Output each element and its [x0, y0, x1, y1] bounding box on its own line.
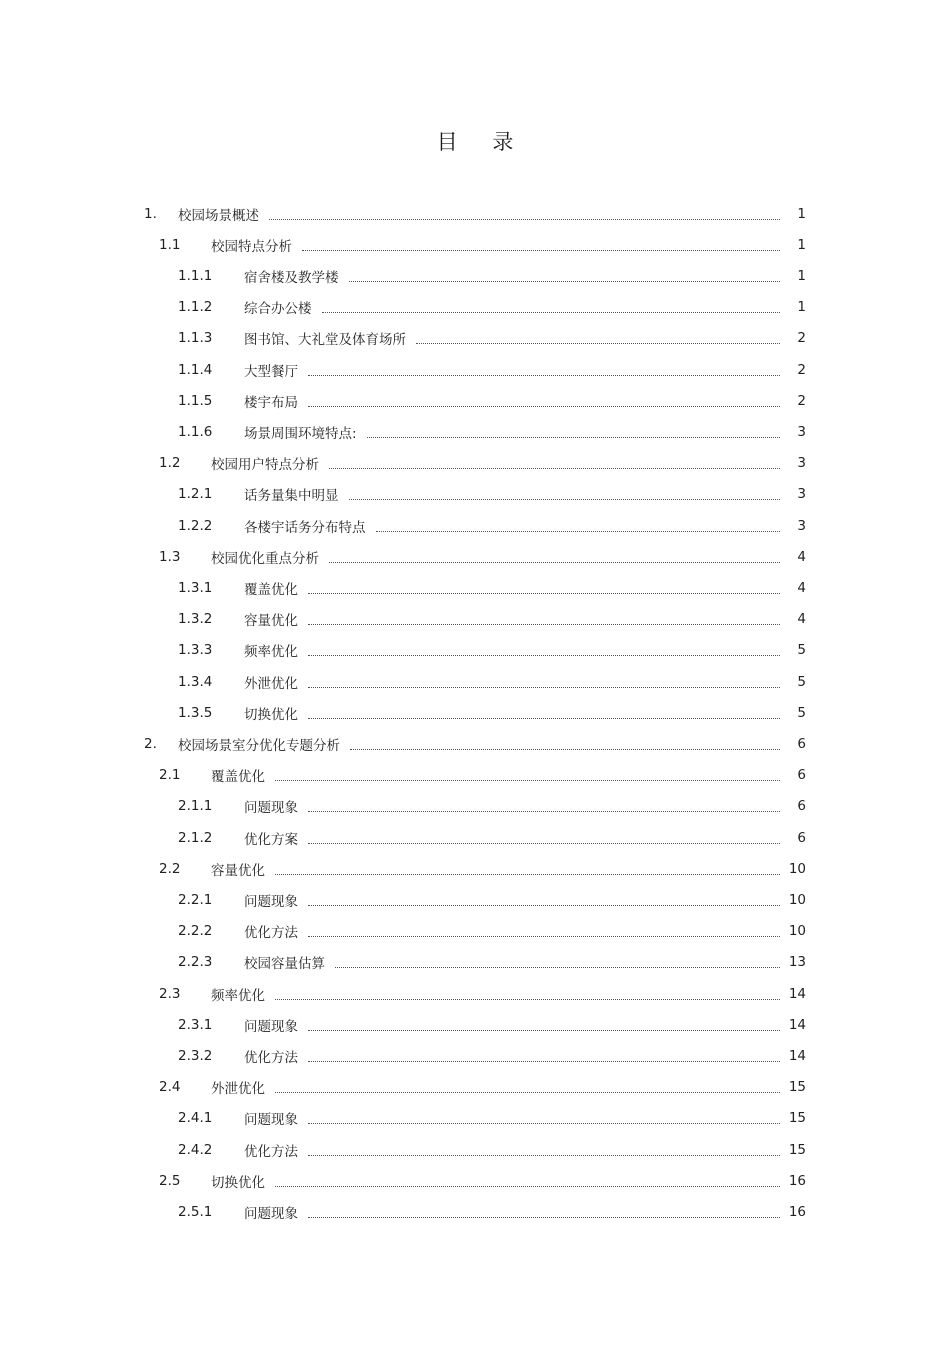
toc-entry-label: 优化方法: [244, 1049, 298, 1066]
toc-entry-label: 大型餐厅: [244, 363, 298, 380]
toc-leader-dots: [275, 1185, 780, 1187]
toc-entry-label: 校园场景室分优化专题分析: [178, 737, 340, 754]
toc-entry[interactable]: [178, 666, 806, 697]
toc-entry-label: 宿舍楼及教学楼: [244, 269, 339, 286]
toc-entry-page-number: 4: [797, 548, 806, 565]
toc-entry-page-number: 13: [788, 954, 806, 971]
toc-entry-number: 2.: [144, 735, 157, 752]
toc-entry-page-number: 1: [797, 236, 806, 253]
toc-leader-dots: [269, 218, 780, 220]
toc-entry-number: 2.2: [159, 860, 181, 877]
toc-entry[interactable]: [178, 385, 806, 416]
toc-leader-dots: [350, 748, 780, 750]
toc-entry-number: 2.4: [159, 1079, 181, 1096]
toc-entry-page-number: 1: [797, 299, 806, 316]
toc-entry-page-number: 1: [797, 267, 806, 284]
toc-leader-dots: [308, 1122, 780, 1124]
toc-entry-label: 问题现象: [244, 893, 298, 910]
toc-leader-dots: [367, 436, 780, 438]
toc-entry[interactable]: [159, 448, 806, 479]
toc-leader-dots: [308, 1216, 780, 1218]
toc-entry-number: 1.3: [159, 548, 181, 565]
toc-entry-page-number: 6: [797, 767, 806, 784]
toc-leader-dots: [349, 280, 781, 282]
toc-leader-dots: [349, 498, 781, 500]
toc-entry-number: 1.1.6: [178, 423, 213, 440]
toc-entry-page-number: 6: [797, 829, 806, 846]
toc-entry-page-number: 3: [797, 486, 806, 503]
toc-entry-label: 校园用户特点分析: [211, 457, 319, 474]
toc-entry-label: 校园场景概述: [178, 207, 259, 224]
toc-entry-label: 校园特点分析: [211, 238, 292, 255]
toc-entry-number: 1.: [144, 205, 157, 222]
toc-entry-page-number: 10: [788, 891, 806, 908]
toc-leader-dots: [416, 342, 780, 344]
toc-entry-label: 切换优化: [211, 1174, 265, 1191]
toc-entry[interactable]: [159, 853, 806, 884]
toc-entry-label: 容量优化: [211, 862, 265, 879]
toc-entry[interactable]: [178, 572, 806, 603]
toc-entry[interactable]: [178, 1134, 806, 1165]
toc-entry[interactable]: [178, 1196, 806, 1227]
toc-entry[interactable]: [178, 604, 806, 635]
toc-entry-number: 2.1: [159, 767, 181, 784]
toc-entry[interactable]: [178, 947, 806, 978]
toc-entry-number: 1.2: [159, 455, 181, 472]
toc-entry-number: 2.3.1: [178, 1016, 213, 1033]
toc-entry-number: 1.3.5: [178, 704, 213, 721]
toc-leader-dots: [329, 467, 780, 469]
toc-entry-page-number: 16: [788, 1203, 806, 1220]
toc-entry-label: 问题现象: [244, 800, 298, 817]
toc-entry-number: 1.3.1: [178, 579, 213, 596]
toc-entry-number: 1.1.3: [178, 330, 213, 347]
toc-entry-number: 1.1: [159, 236, 181, 253]
toc-leader-dots: [308, 717, 780, 719]
toc-entry-page-number: 5: [797, 673, 806, 690]
toc-entry[interactable]: [159, 1072, 806, 1103]
toc-entry-label: 楼宇布局: [244, 394, 298, 411]
toc-leader-dots: [275, 779, 780, 781]
toc-entry-page-number: 1: [797, 205, 806, 222]
toc-entry-number: 1.1.4: [178, 361, 213, 378]
toc-leader-dots: [308, 654, 780, 656]
toc-entry-number: 2.1.2: [178, 829, 213, 846]
toc-leader-dots: [308, 1060, 780, 1062]
toc-leader-dots: [308, 405, 780, 407]
toc-entry-number: 1.3.4: [178, 673, 213, 690]
toc-entry-label: 综合办公楼: [244, 301, 312, 318]
toc-entry[interactable]: [178, 1009, 806, 1040]
toc-entry-page-number: 3: [797, 423, 806, 440]
toc-entry-number: 2.5.1: [178, 1203, 213, 1220]
toc-entry-number: 1.1.1: [178, 267, 213, 284]
toc-entry-number: 1.2.2: [178, 517, 213, 534]
toc-leader-dots: [322, 311, 781, 313]
toc-entry[interactable]: [159, 760, 806, 791]
toc-entry-label: 外泄优化: [244, 675, 298, 692]
toc-entry-number: 2.2.2: [178, 923, 213, 940]
toc-entry-label: 优化方案: [244, 831, 298, 848]
toc-entry-label: 频率优化: [244, 644, 298, 661]
toc-entry[interactable]: [178, 510, 806, 541]
toc-entry-label: 问题现象: [244, 1112, 298, 1129]
toc-entry-number: 1.2.1: [178, 486, 213, 503]
toc-entry-page-number: 14: [788, 985, 806, 1002]
toc-entry[interactable]: [159, 978, 806, 1009]
toc-entry-number: 2.3: [159, 985, 181, 1002]
toc-entry[interactable]: [178, 697, 806, 728]
toc-entry-label: 覆盖优化: [211, 769, 265, 786]
toc-entry-page-number: 6: [797, 798, 806, 815]
toc-leader-dots: [308, 623, 780, 625]
toc-entry-label: 校园容量估算: [244, 956, 325, 973]
toc-entry-page-number: 16: [788, 1172, 806, 1189]
toc-entry[interactable]: [178, 323, 806, 354]
toc-entry-page-number: 14: [788, 1047, 806, 1064]
toc-entry[interactable]: [159, 229, 806, 260]
toc-entry-page-number: 4: [797, 611, 806, 628]
toc-entry-page-number: 3: [797, 517, 806, 534]
toc-entry[interactable]: [159, 541, 806, 572]
toc-leader-dots: [308, 686, 780, 688]
toc-entry-page-number: 15: [788, 1110, 806, 1127]
toc-entry-label: 问题现象: [244, 1205, 298, 1222]
toc-leader-dots: [275, 1091, 780, 1093]
toc-leader-dots: [308, 1029, 780, 1031]
toc-entry-label: 覆盖优化: [244, 581, 298, 598]
toc-entry-label: 外泄优化: [211, 1081, 265, 1098]
toc-entry[interactable]: [178, 916, 806, 947]
toc-entry-number: 2.2.3: [178, 954, 213, 971]
toc-entry[interactable]: [178, 354, 806, 385]
toc-entry[interactable]: [178, 635, 806, 666]
toc-entry-label: 场景周围环境特点:: [244, 425, 357, 442]
toc-entry-number: 1.1.2: [178, 299, 213, 316]
toc-entry-label: 话务量集中明显: [244, 488, 339, 505]
toc-leader-dots: [308, 592, 780, 594]
toc-entry-label: 优化方法: [244, 925, 298, 942]
toc-entry-page-number: 10: [788, 923, 806, 940]
toc-entry-page-number: 2: [797, 392, 806, 409]
toc-entry-page-number: 4: [797, 579, 806, 596]
toc-entry-number: 1.3.2: [178, 611, 213, 628]
toc-entry-page-number: 15: [788, 1079, 806, 1096]
toc-entry-label: 切换优化: [244, 706, 298, 723]
toc-entry-page-number: 3: [797, 455, 806, 472]
toc-entry-label: 问题现象: [244, 1018, 298, 1035]
toc-entry-label: 图书馆、大礼堂及体育场所: [244, 332, 406, 349]
toc-leader-dots: [335, 966, 780, 968]
toc-leader-dots: [275, 873, 780, 875]
toc-entry-page-number: 5: [797, 704, 806, 721]
toc-entry[interactable]: [144, 198, 806, 229]
toc-entry-label: 频率优化: [211, 987, 265, 1004]
toc-entry[interactable]: [178, 1040, 806, 1071]
toc-entry[interactable]: [178, 884, 806, 915]
toc-entry[interactable]: [178, 822, 806, 853]
toc-leader-dots: [329, 561, 780, 563]
toc-entry-number: 2.1.1: [178, 798, 213, 815]
toc-leader-dots: [308, 904, 780, 906]
toc-entry-number: 2.2.1: [178, 891, 213, 908]
toc-entry[interactable]: [144, 728, 806, 759]
toc-entry-number: 2.5: [159, 1172, 181, 1189]
toc-leader-dots: [308, 374, 780, 376]
toc-entry-label: 校园优化重点分析: [211, 550, 319, 567]
toc-leader-dots: [308, 1154, 780, 1156]
toc-entry-label: 容量优化: [244, 613, 298, 630]
toc-entry[interactable]: [178, 1103, 806, 1134]
toc-entry-page-number: 5: [797, 642, 806, 659]
toc-leader-dots: [308, 810, 780, 812]
toc-leader-dots: [275, 998, 780, 1000]
toc-entry[interactable]: [178, 479, 806, 510]
toc-leader-dots: [376, 530, 781, 532]
toc-entry-page-number: 6: [797, 735, 806, 752]
toc-entry-page-number: 10: [788, 860, 806, 877]
toc-entry-label: 优化方法: [244, 1143, 298, 1160]
toc-entry[interactable]: [178, 791, 806, 822]
toc-entry-page-number: 2: [797, 330, 806, 347]
toc-leader-dots: [302, 249, 780, 251]
toc-entry-number: 2.4.1: [178, 1110, 213, 1127]
toc-leader-dots: [308, 842, 780, 844]
toc-entry-page-number: 15: [788, 1141, 806, 1158]
toc-entry-number: 1.3.3: [178, 642, 213, 659]
toc-entry[interactable]: [178, 292, 806, 323]
toc-entry-number: 2.4.2: [178, 1141, 213, 1158]
toc-entry-number: 1.1.5: [178, 392, 213, 409]
toc-entry[interactable]: [178, 416, 806, 447]
toc-entry-page-number: 14: [788, 1016, 806, 1033]
toc-entry-number: 2.3.2: [178, 1047, 213, 1064]
toc-entry[interactable]: [178, 260, 806, 291]
toc-entry-page-number: 2: [797, 361, 806, 378]
toc-leader-dots: [308, 935, 780, 937]
toc-entry[interactable]: [159, 1165, 806, 1196]
page-title: 目 录: [436, 130, 528, 154]
toc-entry-label: 各楼宇话务分布特点: [244, 519, 366, 536]
